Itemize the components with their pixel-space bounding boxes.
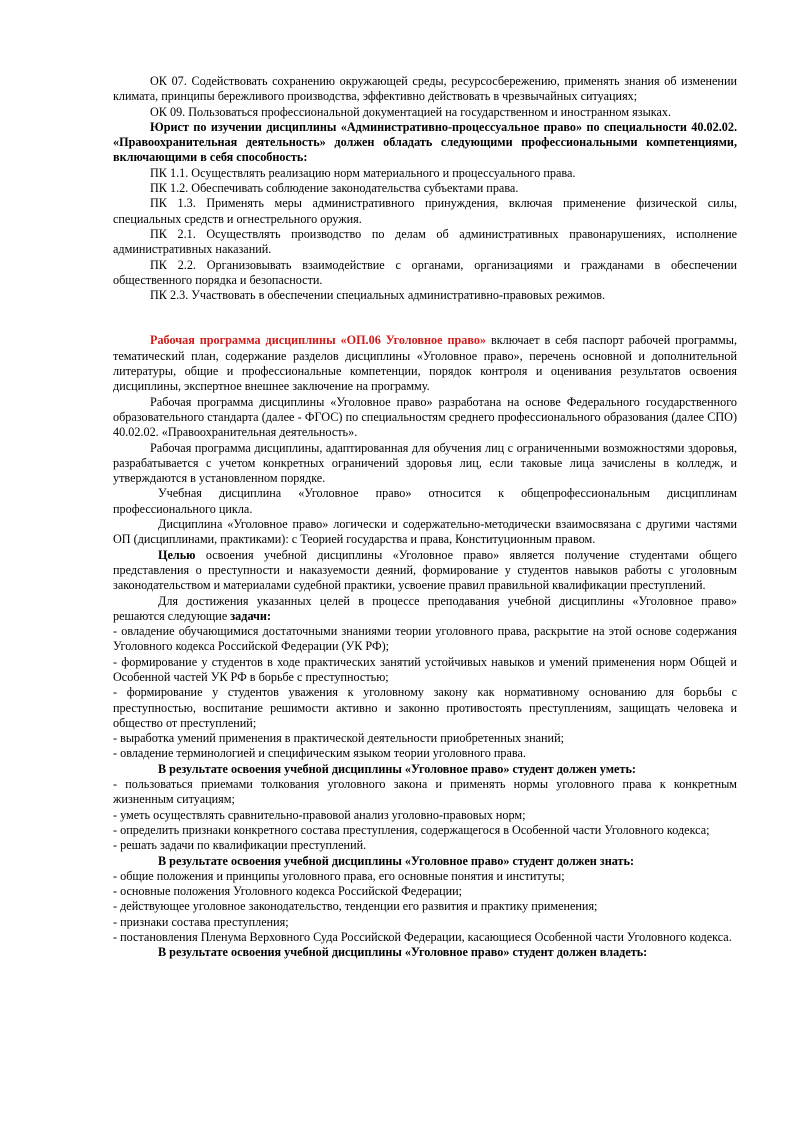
adapted-program-paragraph: Рабочая программа дисциплины, адаптированная для обучения лиц с ограниченными возможностями здоровья, разрабатывается с учетом конкретных ограничений здоровья лиц, если таковые лица зачислены в колледж, и утверждаются в установленном порядке.	[113, 440, 737, 486]
task-item: - овладение обучающимися достаточными знаниями теории уголовного права, раскрытие на этой основе содержания Уголовного кодекса Российской Федерации (УК РФ);	[113, 624, 737, 654]
ok07-paragraph: ОК 07. Содействовать сохранению окружающей среды, ресурсосбережению, применять знания об изменении климата, принципы бережливого производства, эффективно действовать в чрезвычайных ситуациях;	[113, 74, 737, 104]
fgos-paragraph: Рабочая программа дисциплины «Уголовное право» разработана на основе Федерального государственного образовательного стандарта (далее - ФГОС) по специальностям среднего профессионального образования (далее СПО) 40.02.02. «Правоохранительная деятельность».	[113, 394, 737, 440]
task-item: - формирование у студентов уважения к уголовному закону как нормативному основанию для борьбы с преступностью, воспитание решимости активно и законно противостоять преступлениям, защищать человека и общество от преступлений;	[113, 685, 737, 730]
knowledge-item: - основные положения Уголовного кодекса Российской Федерации;	[113, 884, 463, 899]
pk23-paragraph: ПК 2.3. Участвовать в обеспечении специальных административно-правовых режимов.	[150, 288, 605, 303]
task-item: - выработка умений применения в практической деятельности приобретенных знаний;	[113, 731, 564, 746]
ok09-paragraph: ОК 09. Пользоваться профессиональной документацией на государственном и иностранном языках.	[150, 104, 672, 119]
document-page	[113, 74, 737, 961]
discipline-links-paragraph: Дисциплина «Уголовное право» логически и содержательно-методически взаимосвязана с другими частями ОП (дисциплинами, практиками): с Теорией государства и права, Конституционным правом.	[113, 517, 737, 547]
goal-paragraph	[113, 548, 737, 594]
pk22-paragraph: ПК 2.2. Организовывать взаимодействие с органами, организациями и гражданами в обеспечении общественного порядка и безопасности.	[113, 257, 737, 287]
knowledge-item: - действующее уголовное законодательство, тенденции его развития и практику применения;	[113, 899, 598, 914]
skill-item: - уметь осуществлять сравнительно-правовой анализ уголовно-правовых норм;	[113, 807, 526, 822]
knowledge-heading: В результате освоения учебной дисциплины «Уголовное право» студент должен знать:	[158, 853, 634, 868]
competencies-heading: Юрист по изучении дисциплины «Административно-процессуальное право» по специальности 40.02.02. «Правоохранительная деятельность» должен обладать следующими профессиональными компетенциями, включающими в себя способность:	[113, 119, 737, 165]
tasks-intro-text: Для достижения указанных целей в процессе преподавания учебной дисциплины «Уголовное право» решаются следующие	[113, 593, 737, 623]
knowledge-item: - признаки состава преступления;	[113, 914, 289, 929]
task-item: - формирование у студентов в ходе практических занятий устойчивых навыков и умений применения норм Общей и Особенной частей УК РФ в борьбе с преступностью;	[113, 654, 737, 684]
skill-item: - определить признаки конкретного состава преступления, содержащегося в Особенной части Уголовного кодекса;	[113, 822, 710, 837]
tasks-label: задачи:	[230, 608, 271, 623]
program-intro-paragraph	[113, 333, 737, 394]
knowledge-item: - общие положения и принципы уголовного права, его основные понятия и институты;	[113, 868, 565, 883]
pk13-paragraph: ПК 1.3. Применять меры административного принуждения, включая применение физической силы, специальных средств и огнестрельного оружия.	[113, 196, 737, 226]
tasks-intro-paragraph	[113, 594, 737, 625]
task-item: - овладение терминологией и специфическим языком теории уголовного права.	[113, 746, 526, 761]
discipline-cycle-paragraph: Учебная дисциплина «Уголовное право» относится к общепрофессиональным дисциплинам профессионального цикла.	[113, 486, 737, 516]
goal-label: Целью	[158, 547, 196, 562]
pk11-paragraph: ПК 1.1. Осуществлять реализацию норм материального и процессуального права.	[150, 165, 576, 180]
section-gap	[113, 303, 737, 333]
pk21-paragraph: ПК 2.1. Осуществлять производство по делам об административных правонарушениях, исполнение административных наказаний.	[113, 226, 737, 257]
skills-heading: В результате освоения учебной дисциплины «Уголовное право» студент должен уметь:	[158, 761, 636, 776]
knowledge-item: - постановления Пленума Верховного Суда Российской Федерации, касающиеся Особенной части Уголовного кодекса.	[113, 930, 732, 945]
skill-item: - решать задачи по квалификации преступлений.	[113, 838, 367, 853]
program-intro-text: включает в себя паспорт рабочей программы, тематический план, содержание разделов дисциплины «Уголовное право», перечень основной и дополнительной литературы, общие и профессиональные компетенции, порядок контроля и оценивания результатов освоения дисциплины, экспертное внешнее заключение на программу.	[113, 333, 737, 394]
goal-text: освоения учебной дисциплины «Уголовное право» является получение студентами общего представления о преступности и наказуемости деяний, формирование у студентов навыков работы с уголовным законодательством и материалами судебной практики, усвоение правил правильной квалификации преступлений.	[113, 547, 737, 593]
mastery-heading: В результате освоения учебной дисциплины «Уголовное право» студент должен владеть:	[158, 945, 648, 960]
skill-item: - пользоваться приемами толкования уголовного закона и применять нормы уголовного права к конкретным жизненным ситуациям;	[113, 777, 737, 807]
program-title: Рабочая программа дисциплины «ОП.06 Уголовное право»	[150, 333, 487, 348]
pk12-paragraph: ПК 1.2. Обеспечивать соблюдение законодательства субъектами права.	[150, 181, 519, 196]
